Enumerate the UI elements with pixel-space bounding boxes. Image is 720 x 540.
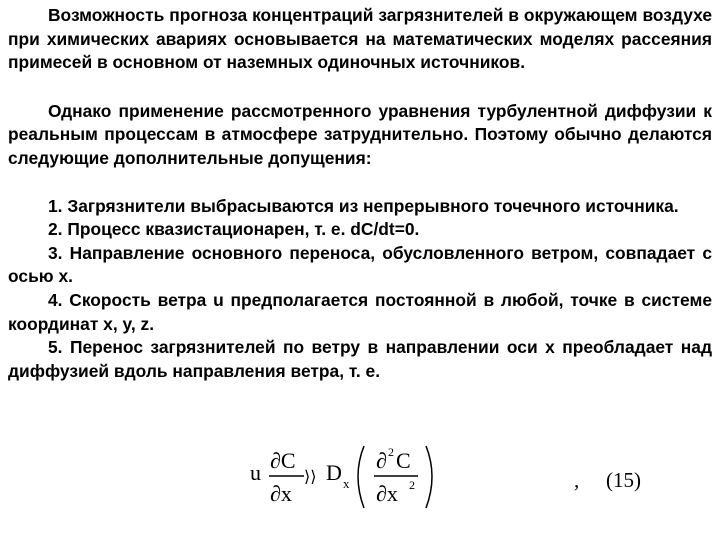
formula-second-partial: ∂: [376, 448, 387, 473]
assumption-3: 3. Направление основного переноса, обусловленного ветром, совпадает с осью x.: [8, 242, 712, 287]
formula-partial-x: ∂x: [270, 481, 292, 506]
right-paren: [426, 446, 432, 508]
formula-d-subscript: x: [343, 476, 350, 491]
assumption-5: 5. Перенос загрязнителей по ветру в направлении оси x преобладает над диффузией вдоль направления ветра, т. е.: [8, 337, 712, 381]
formula-second-c: C: [396, 448, 411, 473]
spacer: [8, 171, 712, 195]
assumption-4: 4. Скорость ветра u предполагается постоянной в любой, точке в системе координат x, y, z.: [8, 289, 712, 334]
formula-second-exp: 2: [388, 445, 394, 459]
equation-comma: ,: [574, 468, 580, 492]
left-paren: [358, 446, 364, 508]
assumption-1: 1. Загрязнители выбрасываются из непрерывного точечного источника.: [48, 195, 679, 216]
formula-u: u: [250, 460, 261, 485]
formula-second-den: ∂x: [376, 481, 398, 506]
equation-number: (15): [606, 468, 641, 492]
equation-15: [248, 438, 448, 518]
formula-partial-c: ∂C: [270, 448, 296, 473]
formula-second-den-exp: 2: [409, 478, 415, 492]
document-body: [8, 4, 712, 383]
assumption-2: 2. Процесс квазистационарен, т. е. dC/dt=0.: [48, 219, 420, 240]
formula-much-greater: ⟩⟩: [304, 467, 317, 486]
paragraph-assumptions-intro: Однако применение рассмотренного уравнения турбулентной диффузии к реальным процессам в атмосфере затруднительно. Поэтому обычно делаются следующие дополнительные допущения:: [8, 100, 712, 168]
paragraph-intro: Возможность прогноза концентраций загрязнителей в окружающем воздухе при химических авариях основывается на математических моделях рассеяния примесей в основном от наземных одиночных источников.: [8, 5, 712, 73]
formula-d: D: [326, 460, 342, 485]
spacer: [8, 75, 712, 100]
